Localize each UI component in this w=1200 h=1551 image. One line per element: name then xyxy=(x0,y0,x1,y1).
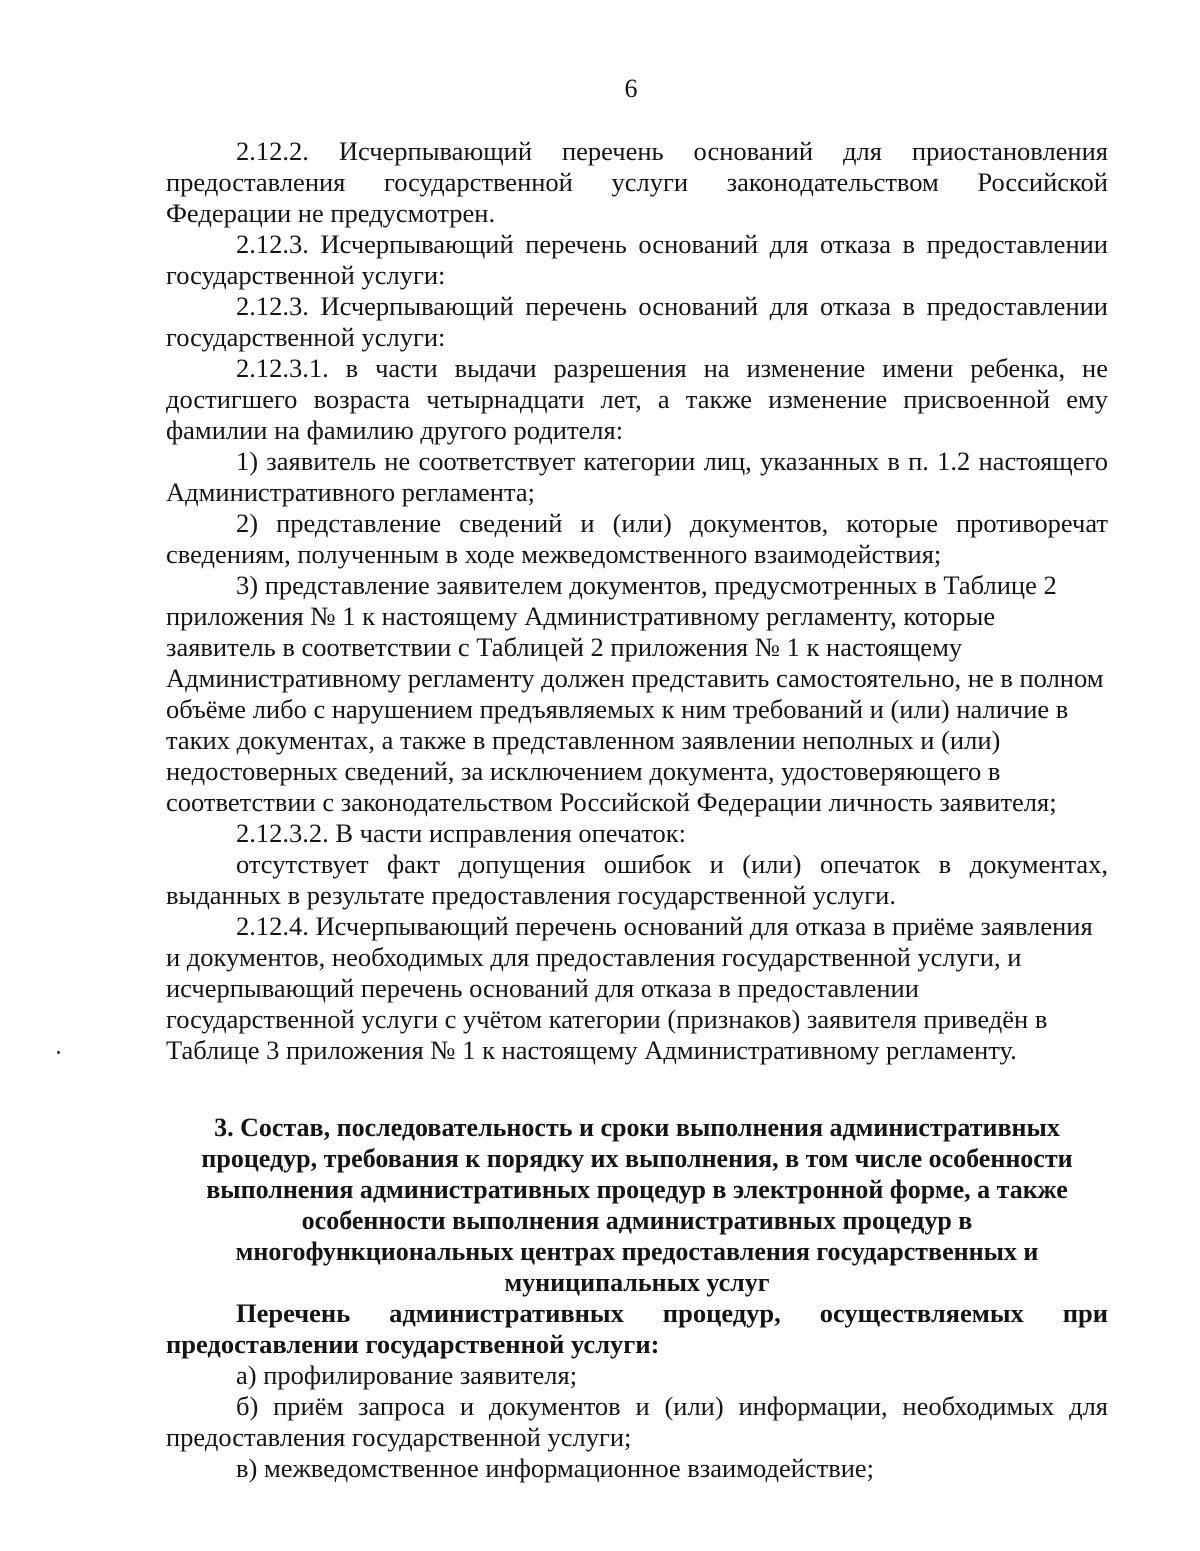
paragraph-typos: отсутствует факт допущения ошибок и (или) опечаток в документах, выданных в результате предоставления государственной услуги. xyxy=(166,849,1108,910)
list-item-2: 2) представление сведений и (или) документов, которые противоречат сведениям, полученным в ходе межведомственного взаимодействия; xyxy=(166,508,1108,569)
paragraph-2-12-4: 2.12.4. Исчерпывающий перечень оснований для отказа в приёме заявления и документов, необходимых для предоставления государственной услуги, и исчерпывающий перечень оснований для отказа в предоставлении государственной услуги с учётом категории (признаков) заявителя приведён в Таблице 3 приложения № 1 к настоящему Административному регламенту. xyxy=(166,911,1093,1065)
paragraph-2-12-3-1: 2.12.3.1. в части выдачи разрешения на изменение имени ребенка, не достигшего возраста четырнадцати лет, а также изменение присвоенной ему фамилии на фамилию другого родителя: xyxy=(166,353,1108,445)
procedure-a: а) профилирование заявителя; xyxy=(236,1360,578,1390)
section-3-heading: 3. Состав, последовательность и сроки выполнения административных процедур, требования к порядку их выполнения, в том числе особенности выполнения административных процедур в электронной форме, а также особенности выполнения административных процедур в многофункциональных центрах предоставления государственных и муниципальных услуг xyxy=(201,1113,1073,1297)
document-body xyxy=(166,136,1108,1484)
paragraph-2-12-3: 2.12.3. Исчерпывающий перечень оснований для отказа в предоставлении государственной услуги: xyxy=(166,229,1108,290)
paragraph-2-12-2: 2.12.2. Исчерпывающий перечень оснований для приостановления предоставления государственной услуги законодательством Российской Федерации не предусмотрен. xyxy=(166,136,1108,228)
scan-speck xyxy=(57,1051,60,1054)
paragraph-2-12-3-2: 2.12.3.2. В части исправления опечаток: xyxy=(236,818,687,848)
procedure-b: б) приём запроса и документов и (или) информации, необходимых для предоставления государственной услуги; xyxy=(166,1391,1108,1452)
list-item-1: 1) заявитель не соответствует категории лиц, указанных в п. 1.2 настоящего Административного регламента; xyxy=(166,446,1108,507)
page-number: 6 xyxy=(624,74,638,103)
paragraph-2-12-3-repeat: 2.12.3. Исчерпывающий перечень оснований для отказа в предоставлении государственной услуги: xyxy=(166,291,1108,352)
list-item-3: 3) представление заявителем документов, предусмотренных в Таблице 2 приложения № 1 к настоящему Административному регламенту, которые заявитель в соответствии с Таблицей 2 приложения № 1 к настоящему Административному регламенту должен представить самостоятельно, не в полном объёме либо с нарушением предъявляемых к ним требований и (или) наличие в таких документах, а также в представленном заявлении неполных и (или) недостоверных сведений, за исключением документа, удостоверяющего в соответствии с законодательством Российской Федерации личность заявителя; xyxy=(166,570,1104,817)
procedure-v: в) межведомственное информационное взаимодействие; xyxy=(236,1453,875,1483)
procedures-intro: Перечень административных процедур, осуществляемых при предоставлении государственной услуги: xyxy=(166,1298,1108,1359)
